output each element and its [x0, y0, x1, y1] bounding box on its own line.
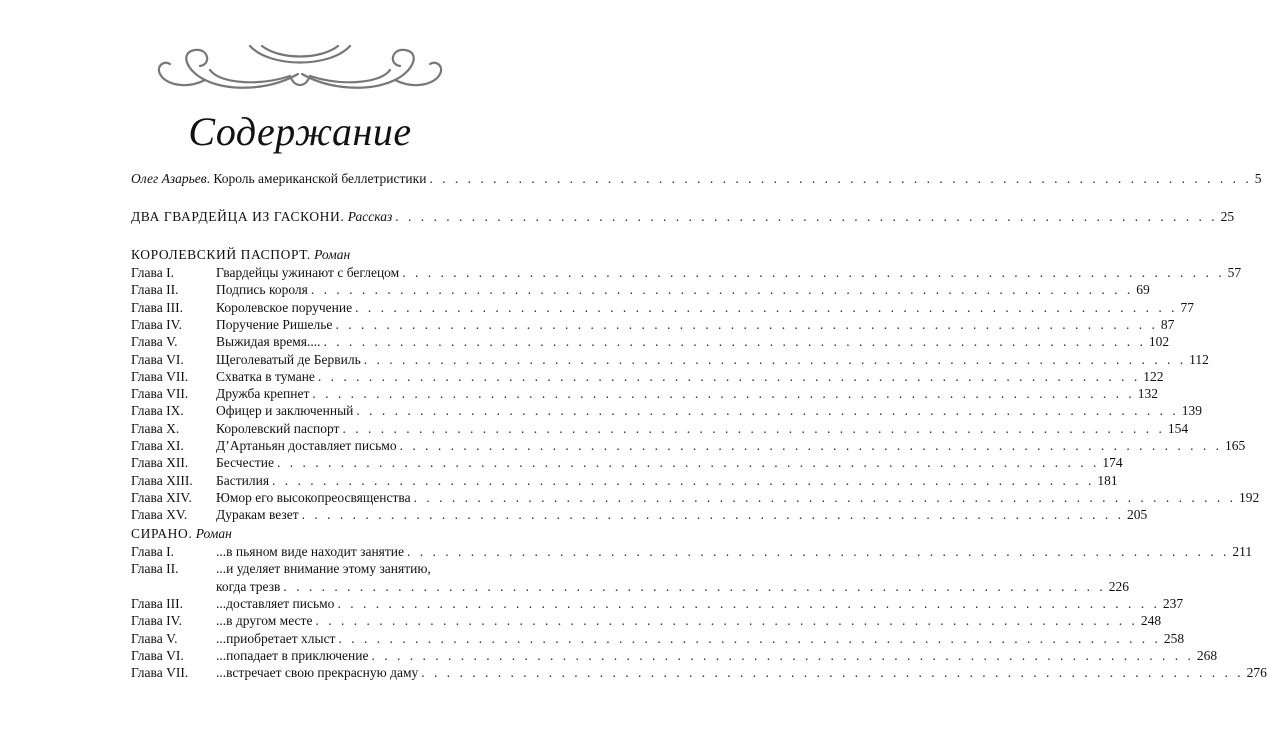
- intro-title: . Король американской беллетристики: [206, 171, 427, 186]
- chapter-title: ...в другом месте: [216, 613, 313, 629]
- novel2-genre: Роман: [195, 526, 232, 541]
- leader-dots: [421, 664, 1243, 682]
- leader-dots: [356, 402, 1178, 420]
- chapter-title-continued: когда трезв: [216, 578, 281, 594]
- chapter-title: Офицер и заключенный: [216, 403, 354, 419]
- chapter-title: ...доставляет письмо: [216, 595, 335, 611]
- chapter-page: 122: [1143, 368, 1164, 384]
- toc-story: [131, 208, 1235, 226]
- toc-chapter-row: [131, 472, 1118, 490]
- chapter-number: Глава V.: [131, 630, 178, 646]
- novel1-heading: [131, 246, 486, 264]
- toc-chapter-row: [131, 454, 1123, 472]
- chapter-title: Королевское поручение: [216, 299, 353, 315]
- leader-dots: [407, 543, 1229, 561]
- chapter-title: Схватка в тумане: [216, 368, 315, 384]
- chapter-page: 226: [1108, 578, 1130, 594]
- leader-dots: [337, 595, 1159, 613]
- chapter-number: Глава II.: [131, 561, 179, 577]
- toc-chapter-row: [131, 647, 1218, 665]
- decorative-ornament: [150, 40, 450, 100]
- story-genre: Рассказ: [347, 209, 393, 224]
- toc-chapter-row: [131, 543, 1253, 561]
- leader-dots: [311, 281, 1133, 299]
- leader-dots: [312, 385, 1134, 403]
- chapter-page: 87: [1160, 316, 1175, 332]
- chapter-page: 57: [1227, 265, 1242, 280]
- chapter-number: Глава III.: [131, 595, 183, 611]
- chapter-number: Глава XV.: [131, 507, 188, 523]
- chapter-title: Дружба крепнет: [216, 386, 310, 402]
- chapter-page: 112: [1189, 351, 1209, 367]
- story-title: ДВА ГВАРДЕЙЦА ИЗ ГАСКОНИ.: [131, 209, 345, 224]
- chapter-number: Глава XI.: [131, 438, 184, 453]
- chapter-number: Глава X.: [131, 420, 180, 436]
- chapter-title: Королевский паспорт: [216, 420, 340, 436]
- toc-chapter-row: [131, 560, 486, 578]
- chapter-title: ...попадает в приключение: [216, 647, 369, 663]
- chapter-number: Глава II.: [131, 282, 179, 298]
- novel2-title: СИРАНО.: [131, 526, 193, 541]
- chapter-page: 139: [1181, 403, 1203, 419]
- chapter-title: Выжидая время....: [216, 334, 321, 350]
- leader-dots: [371, 647, 1193, 665]
- toc-chapter-row: [131, 281, 1150, 299]
- toc-chapter-row: [131, 264, 1242, 282]
- chapter-number: Глава XIV.: [131, 489, 192, 505]
- leader-dots: [277, 454, 1099, 472]
- leader-dots: [318, 368, 1140, 386]
- story-page: 25: [1220, 209, 1235, 224]
- toc-chapter-row: [131, 351, 1209, 369]
- chapter-page: 205: [1127, 507, 1148, 523]
- chapter-page: 192: [1238, 489, 1260, 505]
- title-text: Содержание: [188, 109, 412, 154]
- chapter-page: 165: [1224, 438, 1246, 453]
- novel1-genre: Роман: [314, 247, 351, 262]
- toc-chapter-row: [131, 420, 1189, 438]
- chapter-title: ...приобретает хлыст: [216, 630, 336, 646]
- chapter-title: Подпись короля: [216, 282, 308, 298]
- leader-dots: [414, 489, 1236, 507]
- toc-chapter-row: [131, 402, 1203, 420]
- chapter-number: Глава XIII.: [131, 472, 193, 488]
- chapter-title: Дуракам везет: [216, 507, 299, 523]
- chapter-number: Глава VII.: [131, 386, 189, 402]
- chapter-page: 174: [1102, 455, 1123, 471]
- chapter-number: Глава V.: [131, 334, 178, 350]
- chapter-number: Глава IV.: [131, 316, 182, 332]
- leader-dots: [283, 578, 1105, 596]
- chapter-number: Глава III.: [131, 299, 183, 315]
- chapter-title: Поручение Ришелье: [216, 316, 333, 332]
- chapter-title: ...и уделяет внимание этому занятию,: [216, 561, 431, 577]
- novel1-title: КОРОЛЕВСКИЙ ПАСПОРТ.: [131, 247, 311, 262]
- chapter-page: 258: [1163, 630, 1185, 646]
- intro-page: 5: [1254, 171, 1262, 186]
- page-title: [0, 108, 600, 155]
- chapter-page: 181: [1097, 472, 1118, 488]
- toc-chapter-row: [131, 489, 1260, 507]
- leader-dots: [272, 472, 1094, 490]
- chapter-title: Д’Артаньян доставляет письмо: [216, 438, 397, 453]
- chapter-number: Глава VI.: [131, 351, 184, 367]
- toc-chapter-row-continued: [131, 578, 1130, 596]
- chapter-page: 237: [1162, 595, 1184, 611]
- chapter-title: ...в пьяном виде находит занятие: [216, 544, 404, 559]
- chapter-page: 69: [1136, 282, 1150, 298]
- toc-chapter-row: [131, 316, 1175, 334]
- chapter-title: Бастилия: [216, 472, 270, 488]
- toc-chapter-row: [131, 368, 1164, 386]
- chapter-number: Глава I.: [131, 265, 174, 280]
- leader-dots: [302, 506, 1124, 524]
- chapter-number: Глава VII.: [131, 665, 189, 681]
- novel2-heading: [131, 525, 486, 543]
- leader-dots: [335, 316, 1157, 334]
- chapter-number: Глава XII.: [131, 455, 189, 471]
- intro-author: Олег Азарьев: [131, 171, 207, 186]
- leader-dots: [342, 420, 1164, 438]
- toc-chapter-row: [131, 630, 1185, 648]
- chapter-number: Глава IV.: [131, 613, 182, 629]
- chapter-page: 276: [1246, 665, 1267, 681]
- toc-chapter-row: [131, 612, 1162, 630]
- chapter-title: Гвардейцы ужинают с беглецом: [216, 265, 400, 280]
- chapter-number: Глава VII.: [131, 368, 189, 384]
- chapter-number: Глава IX.: [131, 403, 184, 419]
- toc-chapter-row: [131, 299, 1194, 317]
- chapter-page: 248: [1140, 613, 1162, 629]
- chapter-page: 102: [1148, 334, 1170, 350]
- chapter-number: Глава VI.: [131, 647, 184, 663]
- chapter-page: 77: [1180, 299, 1194, 315]
- leader-dots: [355, 299, 1177, 317]
- leader-dots: [400, 437, 1222, 455]
- toc-chapter-row: [131, 595, 1184, 613]
- toc-chapter-row: [131, 664, 1267, 682]
- leader-dots: [315, 612, 1137, 630]
- toc-intro: [131, 170, 1262, 188]
- chapter-title: ...встречает свою прекрасную даму: [216, 665, 419, 681]
- chapter-title: Юмор его высокопреосвященства: [216, 489, 411, 505]
- toc-chapter-row: [131, 506, 1148, 524]
- leader-dots: [323, 333, 1145, 351]
- leader-dots: [364, 351, 1186, 369]
- chapter-number: Глава I.: [131, 544, 174, 559]
- chapter-title: Бесчестие: [216, 455, 275, 471]
- leader-dots: [402, 264, 1224, 282]
- leader-dots: [338, 630, 1160, 648]
- toc-chapter-row: [131, 333, 1170, 351]
- toc-chapter-row: [131, 437, 1246, 455]
- chapter-page: 154: [1167, 420, 1189, 436]
- chapter-page: 132: [1137, 386, 1159, 402]
- chapter-page: 268: [1196, 647, 1218, 663]
- toc-chapter-row: [131, 385, 1159, 403]
- chapter-page: 211: [1232, 544, 1253, 559]
- chapter-title: Щеголеватый де Бервиль: [216, 351, 361, 367]
